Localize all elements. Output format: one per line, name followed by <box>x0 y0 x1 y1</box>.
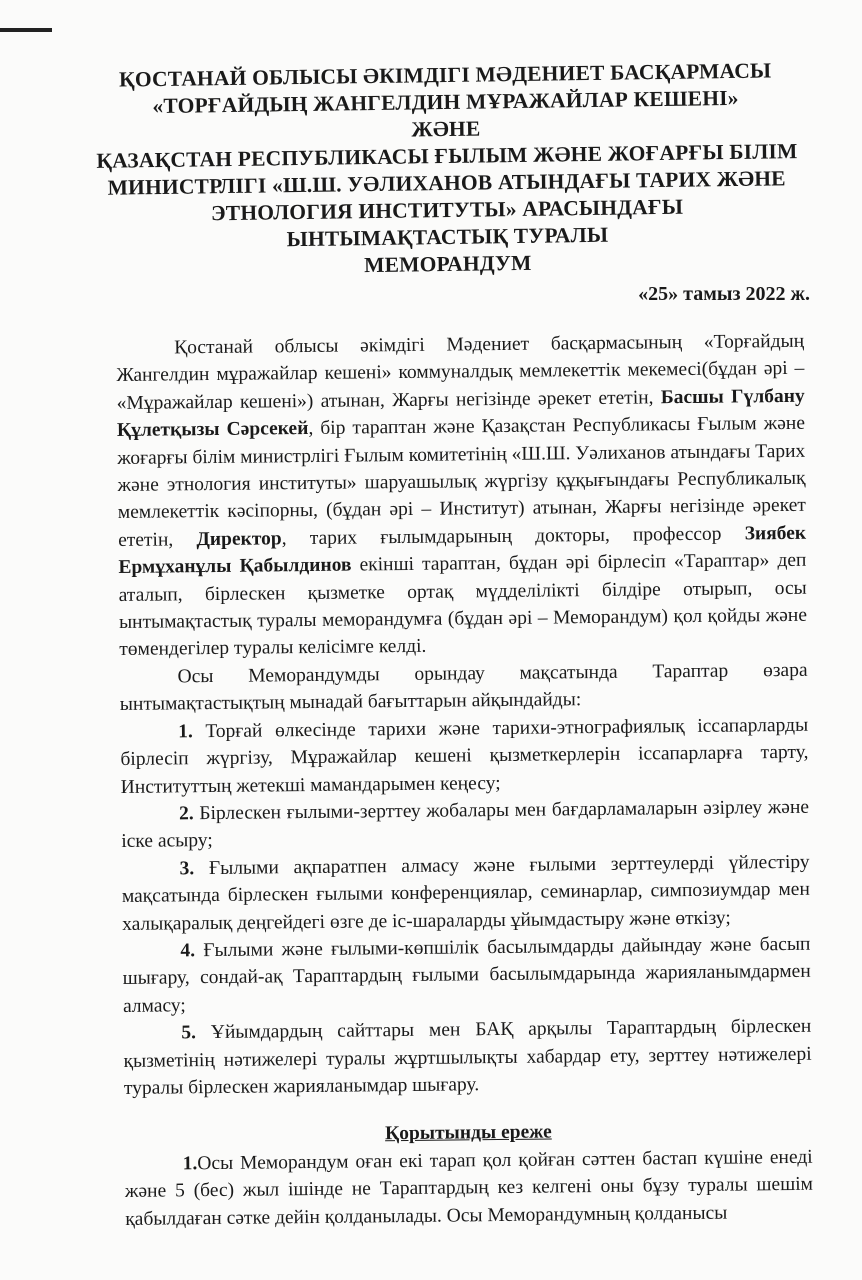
header-line: ҚАЗАҚСТАН РЕСПУБЛИКАСЫ ҒЫЛЫМ ЖӘНЕ ЖОҒАРҒЫ БІЛІМ <box>96 139 798 173</box>
final-text: Осы Меморандум оған екі тарап қол қойған сәттен бастап күшіне енеді және 5 (бес) жыл ішінде не Тараптардың кез келгені оны бұзу туралы шешім қабылдаған сәтке дейін қолданылады. Осы Меморандумның қолданысы <box>124 1146 814 1230</box>
list-item <box>120 711 809 800</box>
item-text: Бірлескен ғылыми-зерттеу жобалары мен бағдарламаларын әзірлеу және іске асыру; <box>121 796 810 853</box>
item-number: 4. <box>180 940 196 962</box>
intro-text: , тарих ғылымдарының докторы, профессор <box>281 523 745 550</box>
party-one-head: Басшы Гүлбану Құлетқызы Сәрсекей <box>116 385 805 442</box>
document-header <box>95 57 798 283</box>
party-two-head: Зиябек Ермұханұлы Қабылдинов <box>118 522 807 579</box>
item-text: Ғылыми және ғылыми-көпшілік басылымдарды дайындау және басып шығару, сондай-ақ Тараптардың ғылыми басылымдарында жарияланымдармен алмасу; <box>122 933 811 1017</box>
item-number: 5. <box>181 1022 197 1044</box>
directions-intro: Осы Меморандумды орындау мақсатында Тараптар өзара ынтымақтастықтың мынадай бағыттарын айқындайды: <box>119 659 808 716</box>
item-number: 1. <box>178 720 193 743</box>
document-body <box>116 328 813 1233</box>
intro-paragraph <box>116 328 807 664</box>
item-text: Ұйымдардың сайттары мен БАҚ арқылы Тараптардың бірлескен қызметінің нәтижелері туралы жұртшылықты хабардар ету, зерттеу нәтижелері туралы бірлескен жарияланымдар шығару. <box>123 1015 812 1099</box>
header-line: ЫНТЫМАҚТАСТЫҚ ТУРАЛЫ <box>286 222 609 252</box>
list-item <box>122 931 811 1020</box>
final-paragraph <box>125 1144 814 1233</box>
header-line: ЭТНОЛОГИЯ ИНСТИТУТЫ» АРАСЫНДАҒЫ <box>210 194 684 226</box>
intro-text: Қостанай облысы әкімдігі Мәдениет басқармасының «Торғайдың Жангелдин мұражайлар кешені» коммуналдық мемлекеттік мекемесі(бұдан әрі – «Мұражайлар кешені») атынан, Жарғы негізінде әрекет ететін, <box>116 330 805 414</box>
document-title: МЕМОРАНДУМ <box>363 250 532 278</box>
list-item <box>121 794 810 856</box>
header-line: ҚОСТАНАЙ ОБЛЫСЫ ӘКІМДІГІ МӘДЕНИЕТ БАСҚАРМАСЫ <box>118 58 772 92</box>
list-item <box>123 1013 812 1102</box>
item-number: 3. <box>179 857 195 880</box>
item-text: Торғай өлкесінде тарихи және тарихи-этнографиялық іссапарларды бірлесіп жүргізу, Мұражайлар кешені қызметкерлерін іссапарларға тарту, Институттың жетекші мамандарымен кеңесу; <box>120 714 809 798</box>
item-number: 2. <box>178 803 194 825</box>
section-title: Қорытынды ереже <box>384 1121 552 1145</box>
header-line: «ТОРҒАЙДЫҢ ЖАНГЕЛДИН МҰРАЖАЙЛАР КЕШЕНІ» <box>152 85 739 119</box>
header-line: МИНИСТРЛІГІ «Ш.Ш. УӘЛИХАНОВ АТЫНДАҒЫ ТАРИХ ЖӘНЕ <box>107 166 786 200</box>
item-number: 1. <box>182 1152 198 1175</box>
party-two-title: Директор <box>196 528 282 551</box>
list-item <box>121 848 810 937</box>
item-text: Ғылыми ақпаратпен алмасу және ғылыми зерттеулерді үйлестіру мақсатында бірлескен ғылыми конференциялар, семинарлар, симпозиумдар мен халықаралық деңгейдегі өзге де іс-шараларды ұйымдастыру және өткізу; <box>121 851 810 935</box>
document-date: «25» тамыз 2022 ж. <box>638 283 810 305</box>
intro-text: екінші тараптан, бұдан әрі бірлесіп «Тараптар» деп аталып, бірлескен қызметке ортақ мүдделілікті білдіре отырып, осы ынтымақтастық туралы меморандумға (бұдан әрі – Меморандум) қол қойды және төмендегілер туралы келісімге келді. <box>118 550 808 661</box>
intro-text: , бір тараптан және Қазақстан Республикасы Ғылым және жоғарғы білім министрлігі Ғылым комитетінің «Ш.Ш. Уәлиханов атындағы Тарих және этнология институты» шаруашылық жүргізу құқығындағы Республикалық мемлекеттік кәсіпорны, (бұдан әрі – Институт) атынан, Жарғы негізінде әрекет ететін, <box>117 413 806 551</box>
header-line: ЖӘНЕ <box>411 116 481 142</box>
scan-mark <box>0 28 52 32</box>
